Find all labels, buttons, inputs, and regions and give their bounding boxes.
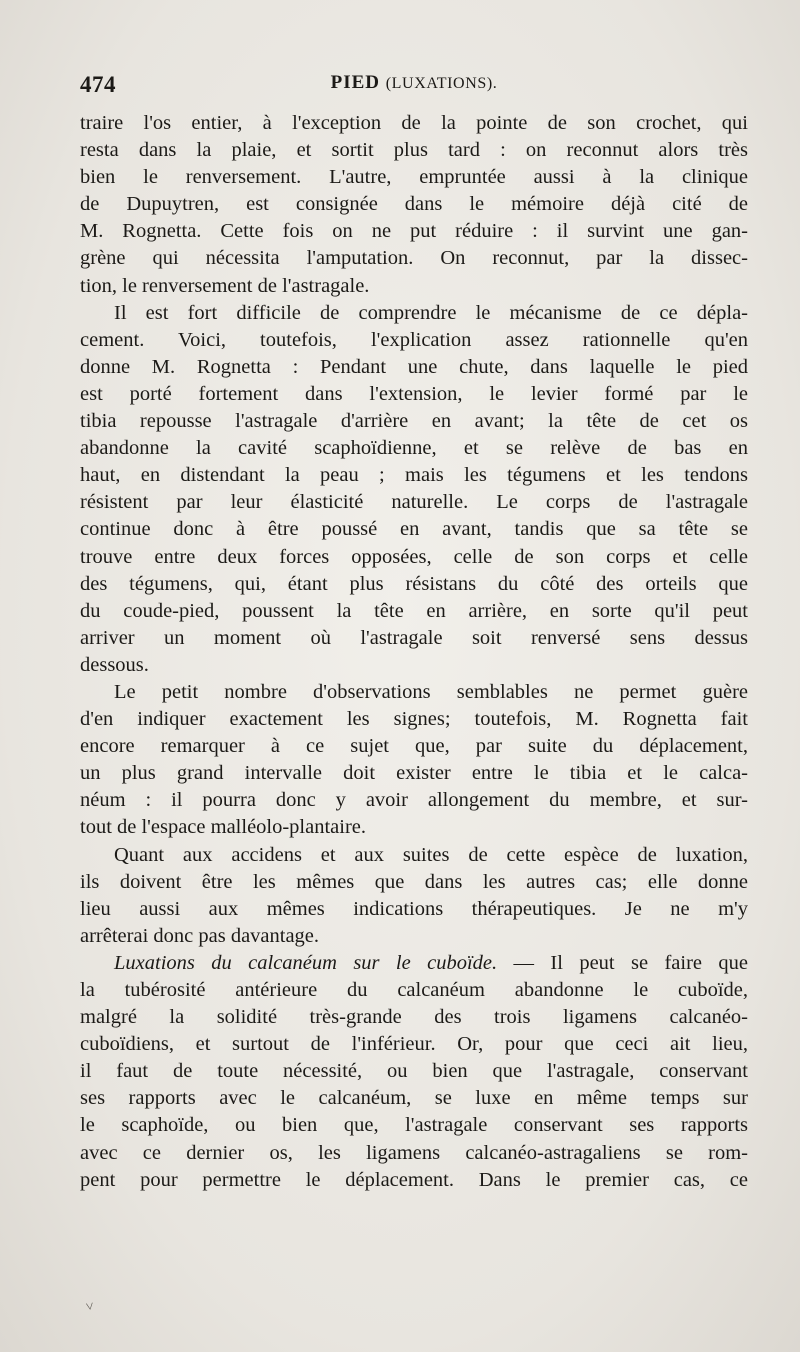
text-line: cement. Voici, toutefois, l'explication assez rationnelle qu'en <box>80 328 748 351</box>
section-heading: Luxations du calcanéum sur le cuboïde. <box>114 951 498 974</box>
text-line: Le petit nombre d'observations semblables ne permet guère <box>114 680 748 703</box>
text-line: lieu aussi aux mêmes indications thérapeutiques. Je ne m'y <box>80 897 748 920</box>
text-line: un plus grand intervalle doit exister entre le tibia et le calca- <box>80 762 748 785</box>
running-head-title: PIED <box>330 72 380 93</box>
text-line: la tubérosité antérieure du calcanéum abandonne le cuboïde, <box>80 979 748 1001</box>
text-line: continue donc à être poussé en avant, tandis que sa tête se <box>80 518 748 541</box>
text-line: tibia repousse l'astragale d'arrière en avant; la tête de cet os <box>80 410 748 433</box>
text-line: resta dans la plaie, et sortit plus tard : on reconnut alors très <box>80 139 748 162</box>
text-line: pent pour permettre le déplacement. Dans le premier cas, ce <box>80 1168 748 1191</box>
text-line: tion, le renversement de l'astragale. <box>80 274 370 297</box>
section-heading-line <box>80 950 748 977</box>
text-line: le scaphoïde, ou bien que, l'astragale conservant ses rapports <box>80 1114 748 1137</box>
text-line: d'en indiquer exactement les signes; toutefois, M. Rognetta fait <box>80 708 748 731</box>
text-line: avec ce dernier os, les ligamens calcanéo-astragaliens se rom- <box>80 1141 748 1164</box>
text-line: grène qui nécessita l'amputation. On reconnut, par la dissec- <box>80 247 748 270</box>
text-line: Il est fort difficile de comprendre le mécanisme de ce dépla- <box>114 301 748 324</box>
text-line: arriver un moment où l'astragale soit renversé sens dessus <box>80 626 748 649</box>
text-line: — Il peut se faire que <box>513 951 748 974</box>
body-text <box>80 110 748 1194</box>
text-line: il faut de toute nécessité, ou bien que l'astragale, conservant <box>80 1060 748 1083</box>
text-line: abandonne la cavité scaphoïdienne, et se relève de bas en <box>80 437 748 460</box>
text-line: résistent par leur élasticité naturelle. Le corps de l'astragale <box>80 491 748 514</box>
text-line: haut, en distendant la peau ; mais les tégumens et les tendons <box>80 464 748 487</box>
bottom-mark: ˅ <box>84 1299 95 1316</box>
text-line: traire l'os entier, à l'exception de la pointe de son crochet, qui <box>80 112 748 134</box>
running-head-subtitle: (LUXATIONS). <box>385 75 498 92</box>
text-line: bien le renversement. L'autre, empruntée aussi à la clinique <box>80 166 748 189</box>
text-line: donne M. Rognetta : Pendant une chute, dans laquelle le pied <box>80 355 748 378</box>
text-line: arrêterai donc pas davantage. <box>80 924 320 947</box>
text-line: cuboïdiens, et surtout de l'inférieur. Or, pour que ceci ait lieu, <box>80 1033 748 1056</box>
page-number: 474 <box>80 72 116 97</box>
running-head <box>80 72 748 94</box>
text-line: Quant aux accidens et aux suites de cette espèce de luxation, <box>114 843 748 866</box>
text-line: néum : il pourra donc y avoir allongement du membre, et sur- <box>80 789 748 812</box>
text-line: malgré la solidité très-grande des trois ligamens calcanéo- <box>80 1006 748 1029</box>
text-line: des tégumens, qui, étant plus résistans du côté des orteils que <box>80 572 748 595</box>
text-line: du coude-pied, poussent la tête en arrière, en sorte qu'il peut <box>80 599 748 622</box>
text-line: encore remarquer à ce sujet que, par suite du déplacement, <box>80 735 748 758</box>
text-line: M. Rognetta. Cette fois on ne put réduire : il survint une gan- <box>80 220 748 243</box>
text-line: ils doivent être les mêmes que dans les autres cas; elle donne <box>80 870 748 893</box>
text-line: de Dupuytren, est consignée dans le mémoire déjà cité de <box>80 193 748 216</box>
page-header <box>80 72 748 102</box>
text-line: tout de l'espace malléolo-plantaire. <box>80 816 367 839</box>
text-line: ses rapports avec le calcanéum, se luxe en même temps sur <box>80 1087 748 1110</box>
text-line: est porté fortement dans l'extension, le levier formé par le <box>80 382 748 405</box>
text-line: trouve entre deux forces opposées, celle de son corps et celle <box>80 545 748 568</box>
text-line: dessous. <box>80 653 149 676</box>
